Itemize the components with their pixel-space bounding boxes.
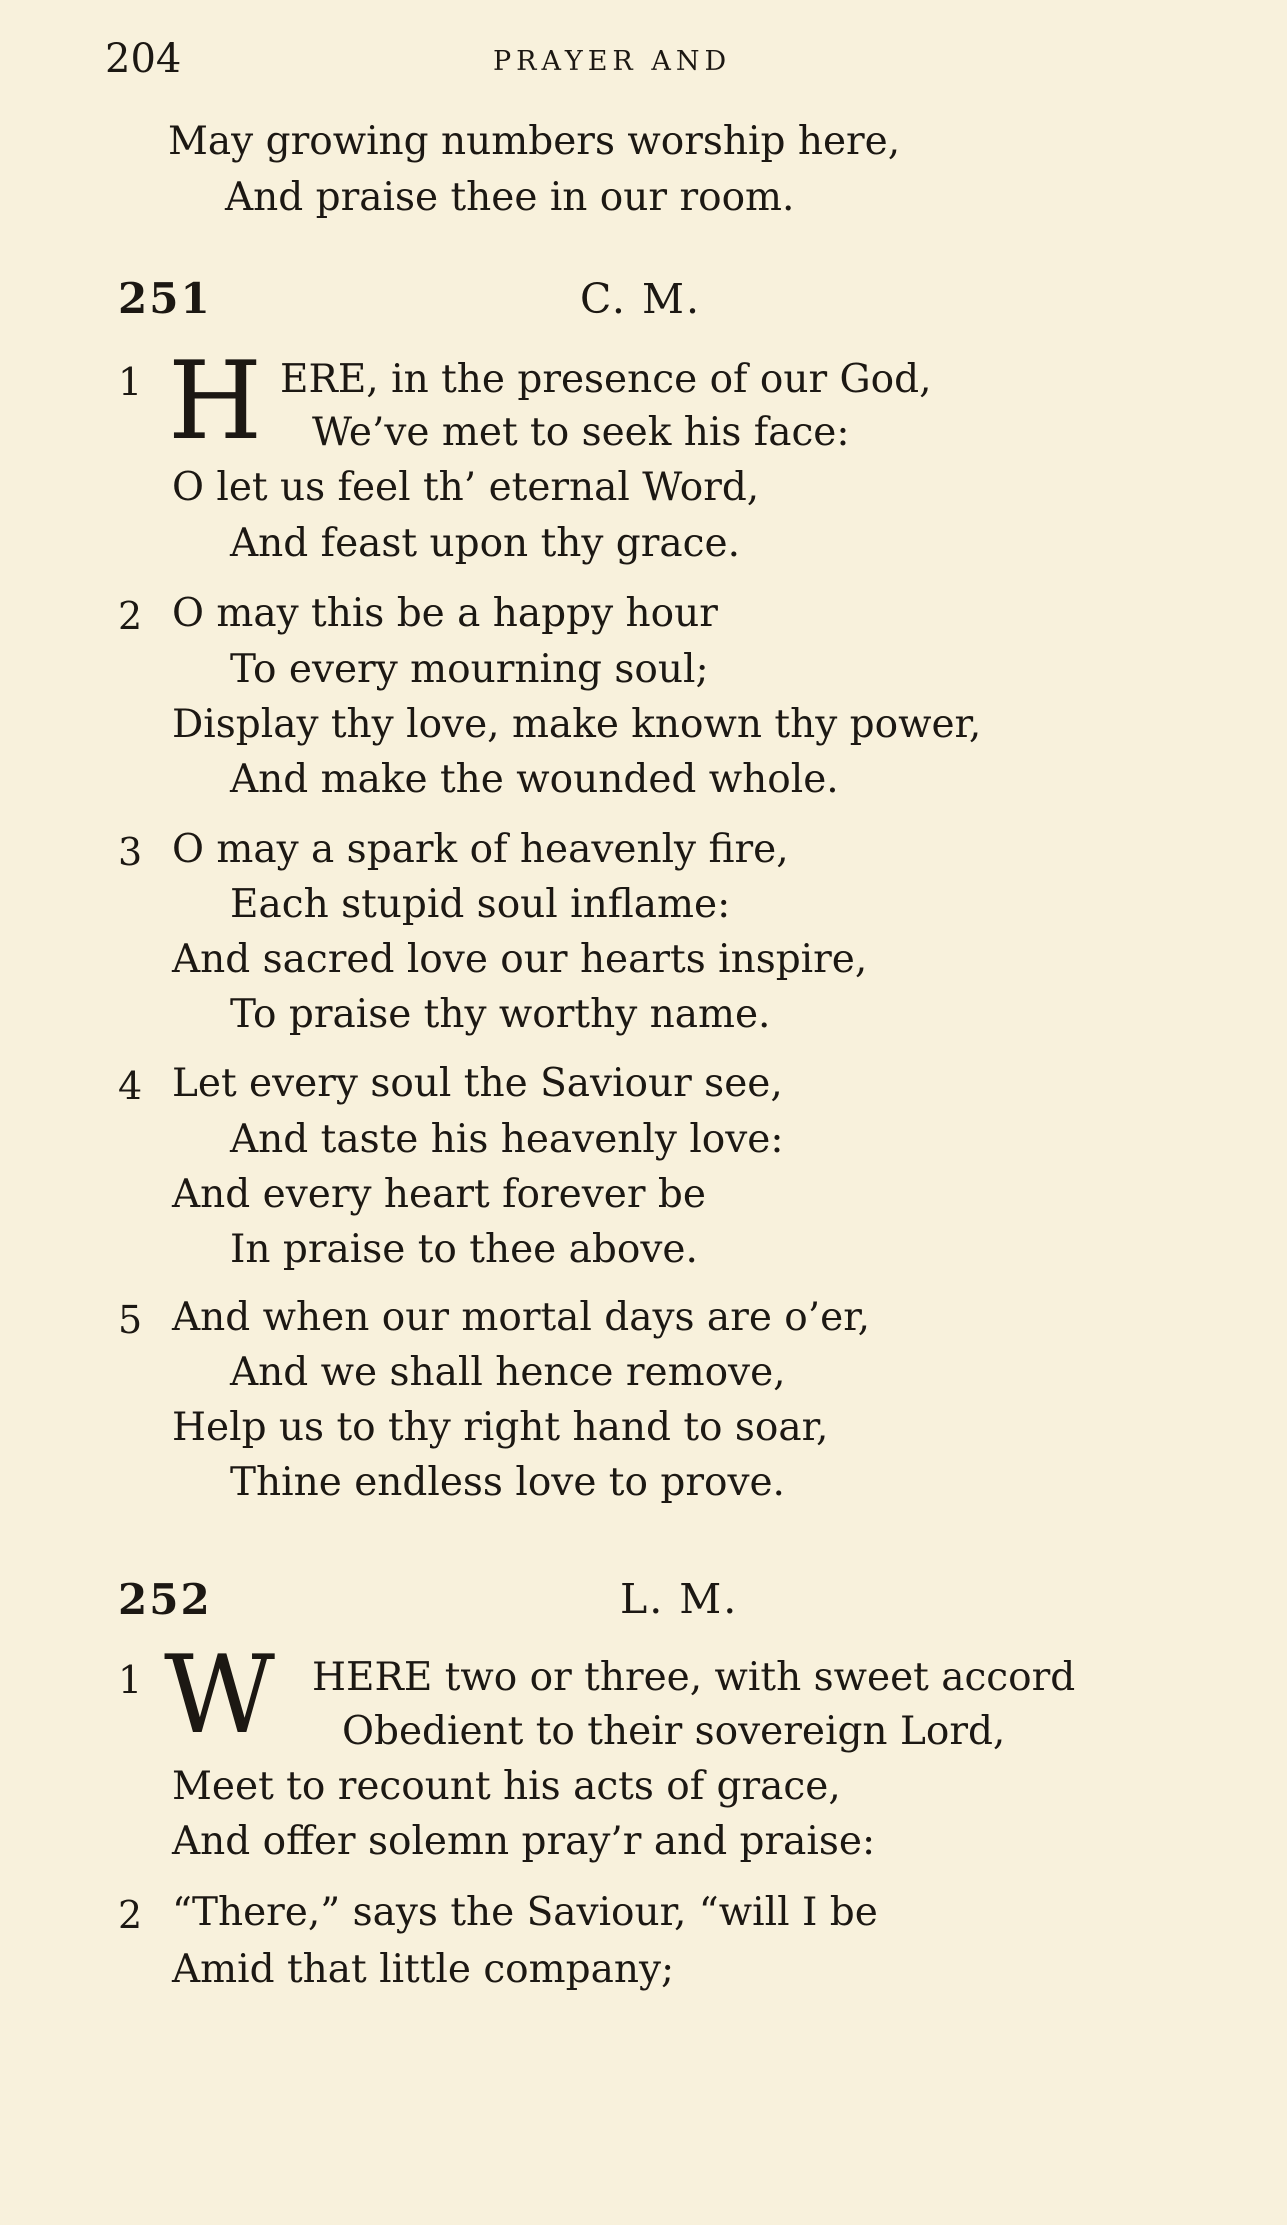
hymn-252-verse-1-number: 1	[118, 1658, 143, 1702]
hymn-251-verse-3-line-4: To praise thy worthy name.	[230, 992, 771, 1037]
hymn-251-verse-3-line-3: And sacred love our hearts inspire,	[172, 937, 868, 982]
hymn-251-verse-5-line-3: Help us to thy right hand to soar,	[172, 1405, 829, 1450]
hymn-252-verse-2-number: 2	[118, 1893, 143, 1937]
hymn-251-verse-3-line-2: Each stupid soul inflame:	[230, 882, 731, 927]
hymn-251-verse-1-number: 1	[118, 360, 143, 404]
hymn-251-verse-4-number: 4	[118, 1064, 143, 1108]
hymn-251-number: 251	[118, 274, 212, 323]
running-title: PRAYER AND	[493, 46, 732, 77]
hymn-251-verse-4-line-2: And taste his heavenly love:	[230, 1117, 784, 1162]
hymn-251-verse-2-number: 2	[118, 594, 143, 638]
hymn-251-verse-1-line-2: We’ve met to seek his face:	[312, 410, 850, 455]
carryover-line-1: May growing numbers worship here,	[168, 119, 901, 164]
hymn-251-verse-1-line-3: O let us feel th’ eternal Word,	[172, 465, 760, 510]
hymn-252-verse-1-line-4: And offer solemn pray’r and praise:	[172, 1819, 876, 1864]
hymn-252-verse-1-line-1: HERE two or three, with sweet accord	[312, 1655, 1076, 1700]
hymn-252-meter: L. M.	[620, 1575, 739, 1623]
hymn-251-verse-5-line-1: And when our mortal days are o’er,	[172, 1295, 871, 1340]
hymn-252-verse-1-line-3: Meet to recount his acts of grace,	[172, 1764, 841, 1809]
hymn-251-verse-2-line-2: To every mourning soul;	[230, 647, 709, 692]
hymn-251-drop-cap: H	[168, 339, 263, 464]
hymn-252-verse-2-line-2: Amid that little company;	[172, 1947, 675, 1992]
hymn-251-meter: C. M.	[580, 275, 701, 323]
hymn-251-verse-4-line-1: Let every soul the Saviour see,	[172, 1061, 783, 1106]
hymn-252-verse-2-line-1: “There,” says the Saviour, “will I be	[172, 1890, 878, 1935]
hymn-251-verse-2-line-1: O may this be a happy hour	[172, 591, 718, 636]
hymn-251-verse-5-line-2: And we shall hence remove,	[230, 1350, 786, 1395]
hymn-251-verse-1-line-1: ERE, in the presence of our God,	[280, 357, 932, 402]
page-number: 204	[105, 36, 182, 82]
hymn-251-verse-4-line-4: In praise to thee above.	[230, 1227, 698, 1272]
hymn-252-number: 252	[118, 1575, 212, 1624]
carryover-line-2: And praise thee in our room.	[225, 175, 795, 220]
hymn-252-drop-cap: W	[164, 1633, 276, 1758]
hymn-251-verse-1-line-4: And feast upon thy grace.	[230, 521, 740, 566]
hymn-251-verse-2-line-3: Display thy love, make known thy power,	[172, 702, 982, 747]
hymn-251-verse-5-line-4: Thine endless love to prove.	[230, 1460, 785, 1505]
hymn-251-verse-5-number: 5	[118, 1298, 143, 1342]
hymn-251-verse-3-line-1: O may a spark of heavenly fire,	[172, 827, 789, 872]
hymn-251-verse-3-number: 3	[118, 830, 143, 874]
hymn-251-verse-2-line-4: And make the wounded whole.	[230, 757, 839, 802]
hymn-251-verse-4-line-3: And every heart forever be	[172, 1172, 706, 1217]
hymn-252-verse-1-line-2: Obedient to their sovereign Lord,	[342, 1709, 1006, 1754]
